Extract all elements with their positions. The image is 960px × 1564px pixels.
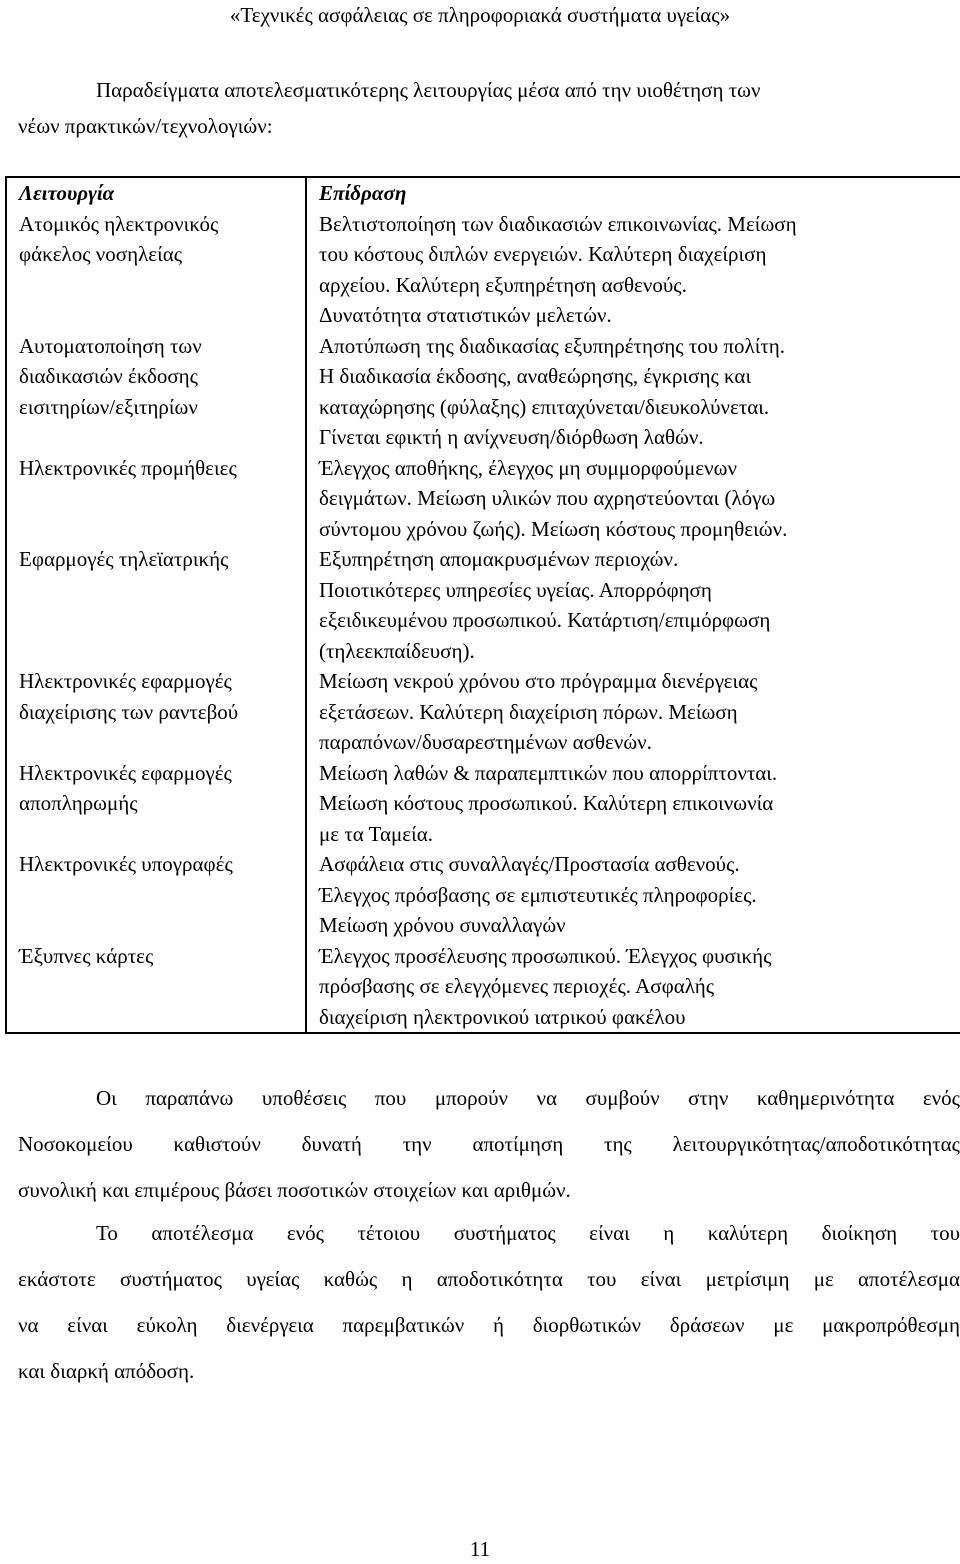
function-text-line: εισιτηρίων/εξιτηρίων	[19, 394, 198, 419]
function-text-line: φάκελος νοσηλείας	[19, 242, 183, 266]
table-row	[6, 849, 960, 941]
page-number: 11	[469, 1537, 491, 1561]
page-header-title: «Τεχνικές ασφάλειας σε πληροφοριακά συστήματα υγείας»	[229, 3, 731, 27]
paragraph-line: εκάστοτε συστήματος υγείας καθώς η αποδοτικότητα του είναι μετρίσιμη με αποτέλεσμα	[18, 1267, 960, 1291]
column-header-function: Λειτουργία	[19, 181, 115, 205]
table-row	[6, 331, 960, 453]
table-row	[6, 666, 960, 758]
functions-effects-table	[5, 176, 960, 1034]
effect-text-line: Μείωση νεκρού χρόνου στο πρόγραμμα διενέργειας	[319, 669, 758, 693]
column-header-effect: Επίδραση	[319, 181, 407, 205]
effect-cell	[306, 941, 960, 1034]
function-text-line: διαχείρισης των ραντεβού	[19, 699, 239, 724]
effect-text-line: πρόσβασης σε ελεγχόμενες περιοχές. Ασφαλής	[319, 974, 715, 998]
effect-text-line: Ασφάλεια στις συναλλαγές/Προστασία ασθενούς.	[319, 852, 740, 876]
function-cell	[6, 331, 306, 453]
function-text-line: Ηλεκτρονικές εφαρμογές	[19, 760, 232, 785]
paragraph-line: Οι παραπάνω υποθέσεις που μπορούν να συμβούν στην καθημερινότητα ενός	[96, 1086, 960, 1110]
effect-text-line: παραπόνων/δυσαρεστημένων ασθενών.	[319, 730, 652, 754]
function-cell	[6, 453, 306, 545]
effect-text-line: δειγμάτων. Μείωση υλικών που αχρηστεύονται (λόγω	[319, 486, 776, 510]
intro-line: νέων πρακτικών/τεχνολογιών:	[18, 114, 273, 138]
effect-cell	[306, 453, 960, 545]
paragraph-1	[18, 1075, 960, 1213]
paragraph-2	[18, 1210, 960, 1394]
function-text-line: Έξυπνες κάρτες	[19, 943, 154, 968]
paragraph-line: να είναι εύκολη διενέργεια παρεμβατικών ή διορθωτικών δράσεων με μακροπρόθεσμη	[18, 1313, 960, 1337]
effect-text-line: του κόστους διπλών ενεργειών. Καλύτερη διαχείριση	[319, 242, 767, 266]
effect-text-line: Έλεγχος προσέλευσης προσωπικού. Έλεγχος φυσικής	[319, 943, 772, 968]
effect-text-line: Έλεγχος πρόσβασης σε εμπιστευτικές πληροφορίες.	[319, 882, 757, 907]
intro-line: Παραδείγματα αποτελεσματικότερης λειτουργίας μέσα από την υιοθέτηση των	[96, 78, 761, 102]
table-row	[6, 544, 960, 666]
function-text-line: διαδικασιών έκδοσης	[19, 364, 198, 388]
intro-paragraph	[18, 72, 960, 144]
effect-text-line: Εξυπηρέτηση απομακρυσμένων περιοχών.	[319, 547, 679, 571]
table-row	[6, 758, 960, 850]
function-text-line: Ηλεκτρονικές προμήθειες	[19, 455, 237, 480]
effect-text-line: Η διαδικασία έκδοσης, αναθεώρησης, έγκρισης και	[319, 364, 752, 388]
effect-text-line: εξετάσεων. Καλύτερη διαχείριση πόρων. Μείωση	[319, 699, 738, 724]
effect-cell	[306, 666, 960, 758]
effect-text-line: Βελτιστοποίηση των διαδικασιών επικοινωνίας. Μείωση	[319, 211, 797, 236]
paragraph-line: Νοσοκομείου καθιστούν δυνατή την αποτίμηση της λειτουργικότητας/αποδοτικότητας	[18, 1132, 960, 1156]
effect-cell	[306, 331, 960, 453]
function-cell	[6, 941, 306, 1034]
function-cell	[6, 758, 306, 850]
effect-text-line: Ποιοτικότερες υπηρεσίες υγείας. Απορρόφηση	[319, 577, 712, 602]
effect-text-line: Έλεγχος αποθήκης, έλεγχος μη συμμορφούμενων	[319, 455, 737, 480]
table-row	[6, 177, 960, 331]
function-cell	[6, 666, 306, 758]
function-text-line: Αυτοματοποίηση των	[19, 333, 202, 358]
effect-text-line: με τα Ταμεία.	[319, 821, 434, 846]
table-row	[6, 941, 960, 1034]
paragraph-line: συνολική και επιμέρους βάσει ποσοτικών στοιχείων και αριθμών.	[18, 1178, 571, 1202]
effect-text-line: Δυνατότητα στατιστικών μελετών.	[319, 303, 612, 327]
function-text-line: Εφαρμογές τηλεϊατρικής	[19, 547, 229, 571]
effect-cell	[306, 758, 960, 850]
effect-cell	[306, 849, 960, 941]
paragraph-line: Το αποτέλεσμα ενός τέτοιου συστήματος είναι η καλύτερη διοίκηση του	[96, 1221, 960, 1245]
paragraph-line: και διαρκή απόδοση.	[18, 1359, 195, 1383]
function-cell	[6, 849, 306, 941]
effect-text-line: (τηλεεκπαίδευση).	[319, 638, 475, 663]
effect-cell	[306, 177, 960, 331]
effect-text-line: αρχείου. Καλύτερη εξυπηρέτηση ασθενούς.	[319, 272, 687, 297]
function-text-line: Ηλεκτρονικές εφαρμογές	[19, 669, 232, 693]
effect-text-line: Αποτύπωση της διαδικασίας εξυπηρέτησης του πολίτη.	[319, 333, 786, 358]
function-cell	[6, 544, 306, 666]
effect-text-line: διαχείριση ηλεκτρονικού ιατρικού φακέλου	[319, 1004, 686, 1029]
function-text-line: Ηλεκτρονικές υπογραφές	[19, 852, 233, 876]
effect-text-line: σύντομου χρόνου ζωής). Μείωση κόστους προμηθειών.	[319, 516, 788, 541]
function-text-line: αποπληρωμής	[19, 791, 138, 815]
effect-text-line: Μείωση χρόνου συναλλαγών	[319, 913, 566, 937]
function-cell	[6, 177, 306, 331]
table-row	[6, 453, 960, 545]
function-text-line: Ατομικός ηλεκτρονικός	[19, 211, 219, 236]
effect-text-line: Μείωση κόστους προσωπικού. Καλύτερη επικοινωνία	[319, 791, 774, 815]
effect-text-line: εξειδικευμένου προσωπικού. Κατάρτιση/επιμόρφωση	[319, 608, 771, 632]
effect-text-line: καταχώρησης (φύλαξης) επιταχύνεται/διευκολύνεται.	[319, 394, 770, 419]
effect-text-line: Γίνεται εφικτή η ανίχνευση/διόρθωση λαθών.	[319, 425, 704, 449]
effect-text-line: Μείωση λαθών & παραπεμπτικών που απορρίπτονται.	[319, 760, 778, 785]
effect-cell	[306, 544, 960, 666]
